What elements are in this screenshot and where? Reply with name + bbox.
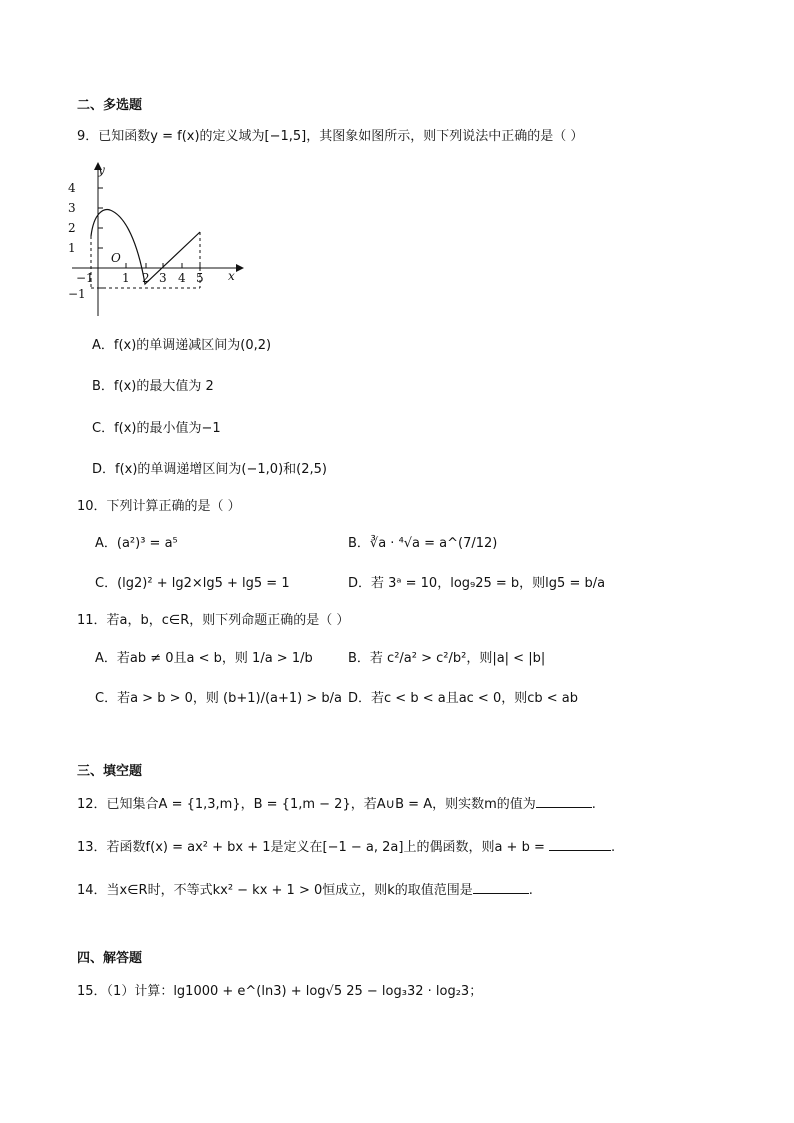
y-tick-1: 1: [68, 241, 76, 255]
question-9-stem: 9．已知函数y = f(x)的定义域为[−1,5]，其图象如图所示，则下列说法中正确的是（ ）: [77, 129, 584, 144]
x-tick-2: 2: [142, 271, 150, 285]
y-tick-3: 3: [68, 201, 76, 215]
q11-option-d: D．若c < b < a且ac < 0，则cb < ab: [348, 691, 579, 706]
question-12-stem: 12．已知集合A = {1,3,m}，B = {1,m − 2}，若A∪B = A，则实数m的值为: [77, 797, 536, 812]
section-title-fill-in: 三、填空题: [77, 764, 143, 779]
section-title-multiple-choice: 二、多选题: [77, 98, 143, 113]
x-tick-4: 4: [178, 271, 186, 285]
y-tick-4: 4: [68, 181, 76, 195]
q11-option-a: A．若ab ≠ 0且a < b，则 1/a > 1/b: [95, 651, 313, 666]
answer-blank-12[interactable]: [536, 794, 592, 808]
question-12-end: .: [591, 797, 596, 812]
question-13-end: .: [611, 840, 616, 855]
x-tick-5: 5: [196, 271, 204, 285]
question-14-end: .: [528, 883, 533, 898]
q10-option-c: C．(lg2)² + lg2×lg5 + lg5 = 1: [95, 576, 290, 591]
question-14-stem: 14．当x∈R时，不等式kx² − kx + 1 > 0恒成立，则k的取值范围是: [77, 883, 473, 898]
graph-axes: [72, 168, 236, 316]
question-13-stem: 13．若函数f(x) = ax² + bx + 1是定义在[−1 − a, 2a]上的偶函数，则a + b =: [77, 840, 545, 855]
q11-option-c: C．若a > b > 0，则 (b+1)/(a+1) > b/a: [95, 691, 342, 706]
q10-option-a: A．(a²)³ = a⁵: [95, 536, 178, 551]
answer-blank-14[interactable]: [473, 880, 529, 894]
question-12: [77, 794, 596, 814]
y-axis-label: y: [98, 163, 105, 177]
x-axis-label: x: [228, 269, 235, 283]
section-title-answer: 四、解答题: [77, 951, 143, 966]
y-tick-2: 2: [68, 221, 76, 235]
q9-option-c: C．f(x)的最小值为−1: [92, 421, 221, 436]
question-14: [77, 880, 533, 900]
question-10-stem: 10．下列计算正确的是（ ）: [77, 499, 241, 514]
q9-option-b: B．f(x)的最大值为 2: [92, 379, 214, 394]
q10-option-b: B．∛a · ⁴√a = a^(7/12): [348, 536, 498, 551]
x-tick-1: 1: [122, 271, 130, 285]
question-9-graph: [66, 160, 246, 320]
y-tick-neg1: −1: [68, 287, 86, 301]
x-tick-neg1: −1: [76, 271, 94, 285]
origin-label: O: [111, 251, 121, 265]
q11-option-b: B．若 c²/a² > c²/b²，则|a| < |b|: [348, 651, 546, 666]
q9-option-d: D．f(x)的单调递增区间为(−1,0)和(2,5): [92, 462, 327, 477]
answer-blank-13[interactable]: [549, 837, 611, 851]
question-11-stem: 11．若a，b，c∈R，则下列命题正确的是（ ）: [77, 613, 350, 628]
x-tick-3: 3: [159, 271, 167, 285]
question-15-stem: 15．（1）计算：lg1000 + e^(ln3) + log√5 25 − log₃32 · log₂3；: [77, 984, 483, 999]
q10-option-d: D．若 3ᵃ = 10，log₉25 = b，则lg5 = b/a: [348, 576, 606, 591]
q9-option-a: A．f(x)的单调递减区间为(0,2): [92, 338, 272, 353]
x-axis-arrow: [236, 264, 244, 272]
question-13: [77, 837, 615, 857]
